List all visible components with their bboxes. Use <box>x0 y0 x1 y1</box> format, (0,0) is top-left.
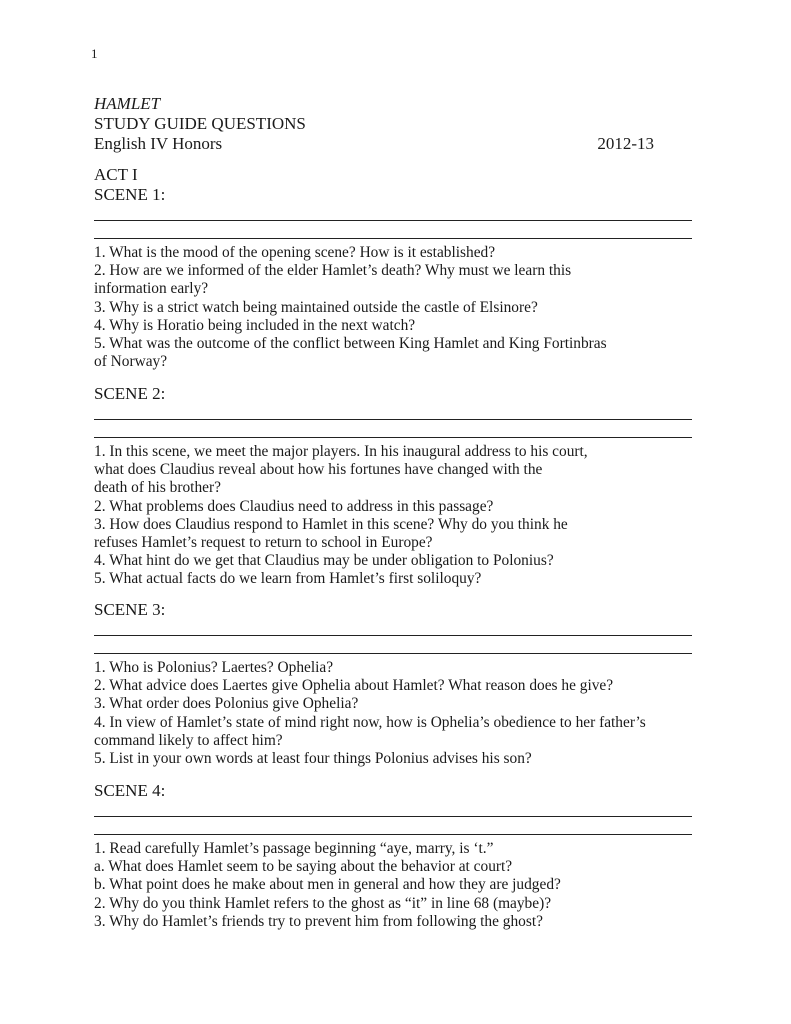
scene-heading: SCENE 2: <box>94 384 166 403</box>
question-item: 2. What problems does Claudius need to address in this passage? <box>94 497 494 515</box>
scene-section <box>94 185 692 371</box>
question-item: 4. In view of Hamlet’s state of mind right now, how is Ophelia’s obedience to her father’s command likely to affect him? <box>94 713 646 749</box>
course-row <box>94 134 654 154</box>
divider-line <box>94 220 692 221</box>
question-item: 3. How does Claudius respond to Hamlet in this scene? Why do you think he refuses Hamlet’s request to return to school in Europe? <box>94 515 568 552</box>
scene-section <box>94 384 692 589</box>
scene-section <box>94 781 692 931</box>
scene-section <box>94 600 692 768</box>
question-item: 1. Who is Polonius? Laertes? Ophelia? <box>94 659 334 676</box>
question-item: 1. What is the mood of the opening scene? How is it established? <box>94 244 496 261</box>
scene-heading: SCENE 4: <box>94 781 166 800</box>
document-header <box>94 94 654 154</box>
divider-line <box>94 635 692 636</box>
divider-line <box>94 419 692 420</box>
divider-line <box>94 437 692 438</box>
question-list <box>94 659 692 768</box>
question-list <box>94 443 692 589</box>
school-year: 2012-13 <box>597 134 654 153</box>
divider-line <box>94 816 692 817</box>
question-item: 2. What advice does Laertes give Ophelia about Hamlet? What reason does he give? <box>94 677 614 695</box>
course-name: English IV Honors <box>94 134 223 153</box>
scene-heading: SCENE 1: <box>94 185 166 204</box>
document-title: HAMLET <box>94 94 161 113</box>
act-heading: ACT I <box>94 165 138 184</box>
scene-heading: SCENE 3: <box>94 600 166 619</box>
question-item: 1. Read carefully Hamlet’s passage beginning “aye, marry, is ‘t.” <box>94 840 494 857</box>
divider-line <box>94 653 692 654</box>
divider-line <box>94 238 692 239</box>
question-item: 3. Why is a strict watch being maintained outside the castle of Elsinore? <box>94 298 538 316</box>
question-list <box>94 244 692 371</box>
question-item: b. What point does he make about men in general and how they are judged? <box>94 876 561 894</box>
question-item: 2. Why do you think Hamlet refers to the ghost as “it” in line 68 (maybe)? <box>94 894 552 912</box>
question-item: 5. What actual facts do we learn from Hamlet’s first soliloquy? <box>94 570 482 588</box>
question-item: 3. What order does Polonius give Ophelia? <box>94 695 359 713</box>
document-subtitle: STUDY GUIDE QUESTIONS <box>94 114 306 133</box>
question-item: 4. What hint do we get that Claudius may be under obligation to Polonius? <box>94 552 554 570</box>
question-item: 1. In this scene, we meet the major players. In his inaugural address to his court, what does Claudius reveal about how his fortunes have changed with the death of his brother? <box>94 443 588 497</box>
page-number: 1 <box>91 46 98 61</box>
divider-line <box>94 834 692 835</box>
question-item: 2. How are we informed of the elder Hamlet’s death? Why must we learn this information early? <box>94 262 572 298</box>
question-item: 5. What was the outcome of the conflict between King Hamlet and King Fortinbras of Norway? <box>94 335 607 371</box>
question-item: 3. Why do Hamlet’s friends try to prevent him from following the ghost? <box>94 912 543 930</box>
question-item: 4. Why is Horatio being included in the next watch? <box>94 316 416 334</box>
question-item: 5. List in your own words at least four things Polonius advises his son? <box>94 750 532 768</box>
question-item: a. What does Hamlet seem to be saying about the behavior at court? <box>94 858 513 876</box>
question-list <box>94 840 692 931</box>
